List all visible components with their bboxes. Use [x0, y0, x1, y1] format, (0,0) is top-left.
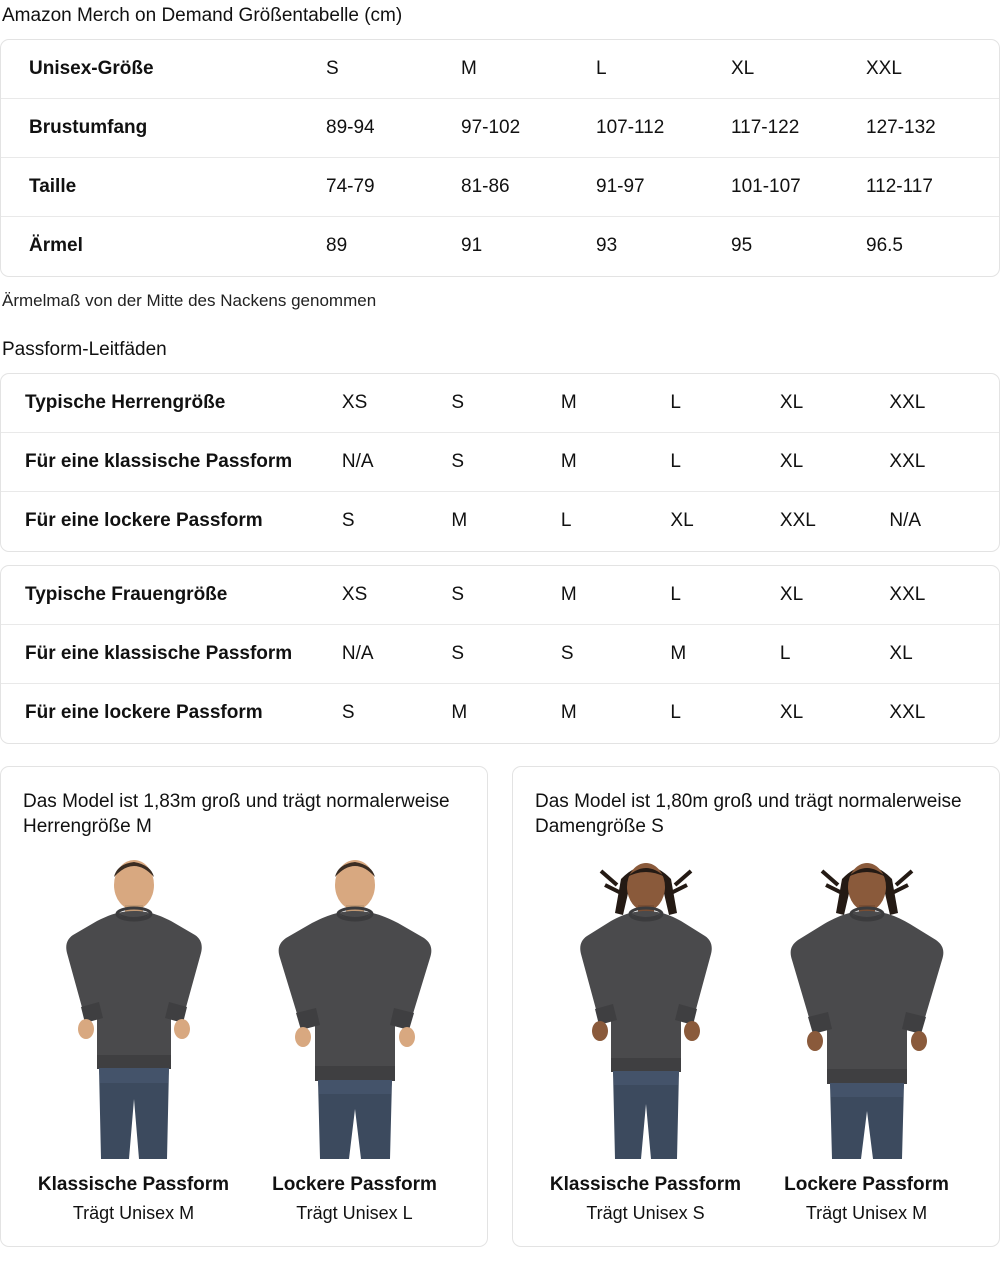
female-relaxed-fit-image [772, 859, 962, 1159]
model-cards [0, 766, 1000, 1247]
cell-waist-l: 91-97 [596, 158, 731, 217]
male-model-description: Das Model ist 1,83m groß und trägt normalerweise Herrengröße M [23, 790, 450, 837]
cell-womens-typical-4: L [670, 583, 681, 605]
female-relaxed-caption-sub: Trägt Unisex M [805, 1203, 928, 1224]
cell-mens-relaxed-3: L [561, 492, 671, 551]
cell-chest-xxl: 127-132 [866, 99, 1000, 158]
female-classic-fit-figure [551, 859, 741, 1159]
cell-womens-classic-2: S [451, 625, 561, 684]
row-label-mens-classic-fit: Für eine klassische Passform [1, 433, 342, 492]
cell-waist-xxl: 112-117 [866, 158, 1000, 217]
page-title: Amazon Merch on Demand Größentabelle (cm) [2, 5, 403, 26]
male-relaxed-fit-image [260, 859, 450, 1159]
cell-sleeve-s: 89 [326, 217, 461, 276]
male-relaxed-fit-figure [260, 859, 450, 1159]
female-relaxed-caption-title: Lockere Passform [784, 1173, 949, 1195]
table-row [1, 566, 999, 625]
female-classic-caption-title: Klassische Passform [549, 1173, 742, 1195]
cell-chest-m: 97-102 [461, 99, 596, 158]
male-classic-fit-image [39, 859, 229, 1159]
cell-mens-relaxed-2: M [451, 492, 561, 551]
table-row [1, 684, 999, 743]
cell-womens-typical-6: XXL [889, 583, 926, 605]
male-relaxed-caption-title: Lockere Passform [272, 1173, 437, 1195]
mens-fit-table-wrapper [0, 373, 1000, 552]
female-classic-fit-image [551, 859, 741, 1159]
male-classic-caption [23, 1171, 244, 1228]
cell-womens-classic-1: N/A [342, 625, 452, 684]
cell-mens-classic-4: L [670, 433, 780, 492]
cell-womens-typical-1: XS [341, 583, 368, 605]
table-row [1, 374, 999, 433]
row-label-chest: Brustumfang [1, 99, 326, 158]
table-row-header [1, 40, 1000, 99]
cell-womens-classic-4: M [670, 625, 780, 684]
column-header-s: S [326, 57, 339, 79]
cell-womens-classic-5: L [780, 625, 890, 684]
table-row [1, 217, 1000, 276]
cell-mens-typical-5: XL [779, 391, 804, 413]
cell-womens-relaxed-1: S [342, 684, 452, 743]
table-row [1, 99, 1000, 158]
cell-womens-relaxed-3: M [561, 684, 671, 743]
male-classic-caption-title: Klassische Passform [37, 1173, 230, 1195]
cell-mens-relaxed-6: N/A [889, 492, 999, 551]
male-relaxed-caption [244, 1171, 465, 1228]
male-relaxed-caption-sub: Trägt Unisex L [296, 1203, 413, 1224]
female-relaxed-fit-figure [772, 859, 962, 1159]
female-model-card [512, 766, 1000, 1247]
cell-mens-typical-2: S [451, 391, 465, 413]
female-figures [535, 859, 977, 1159]
cell-mens-classic-6: XXL [889, 433, 999, 492]
cell-womens-relaxed-2: M [451, 684, 561, 743]
measurement-table-wrapper [0, 39, 1000, 277]
measurement-table [1, 40, 1000, 276]
male-classic-fit-figure [39, 859, 229, 1159]
cell-mens-classic-5: XL [780, 433, 890, 492]
table-row [1, 625, 999, 684]
sleeve-note: Ärmelmaß von der Mitte des Nackens genommen [2, 290, 377, 310]
table-row [1, 433, 999, 492]
male-figures [23, 859, 465, 1159]
column-header-m: M [461, 57, 477, 79]
cell-mens-typical-3: M [560, 391, 577, 413]
row-label-womens-relaxed-fit: Für eine lockere Passform [1, 684, 342, 743]
cell-mens-relaxed-1: S [342, 492, 452, 551]
cell-womens-typical-5: XL [779, 583, 804, 605]
cell-chest-s: 89-94 [326, 99, 461, 158]
cell-waist-s: 74-79 [326, 158, 461, 217]
row-label-mens-relaxed-fit: Für eine lockere Passform [1, 492, 342, 551]
female-relaxed-caption [756, 1171, 977, 1228]
cell-mens-relaxed-5: XXL [780, 492, 890, 551]
column-header-l: L [596, 57, 607, 79]
male-model-card [0, 766, 488, 1247]
cell-womens-typical-3: M [560, 583, 577, 605]
cell-mens-typical-6: XXL [889, 391, 926, 413]
cell-chest-xl: 117-122 [731, 99, 866, 158]
fit-guides-title: Passform-Leitfäden [2, 338, 167, 360]
cell-sleeve-xl: 95 [731, 217, 866, 276]
male-classic-caption-sub: Trägt Unisex M [72, 1203, 195, 1224]
table-spacer [0, 552, 1000, 565]
cell-mens-classic-3: M [561, 433, 671, 492]
table-row [1, 492, 999, 551]
column-header-xl: XL [731, 57, 755, 79]
cell-chest-l: 107-112 [596, 99, 731, 158]
cell-womens-classic-3: S [561, 625, 671, 684]
row-label-womens-classic-fit: Für eine klassische Passform [1, 625, 342, 684]
cell-sleeve-xxl: 96.5 [866, 217, 1000, 276]
cell-mens-classic-2: S [451, 433, 561, 492]
mens-fit-table [1, 374, 999, 551]
cell-womens-relaxed-4: L [670, 684, 780, 743]
row-label-waist: Taille [1, 158, 326, 217]
male-captions [23, 1171, 465, 1228]
cell-mens-classic-1: N/A [342, 433, 452, 492]
cell-sleeve-m: 91 [461, 217, 596, 276]
cell-womens-classic-6: XL [889, 625, 999, 684]
female-classic-caption-sub: Trägt Unisex S [586, 1203, 705, 1224]
column-header-xxl: XXL [866, 57, 902, 79]
cell-mens-relaxed-4: XL [670, 492, 780, 551]
row-label-typical-womens-size: Typische Frauengröße [25, 583, 228, 605]
womens-fit-table [1, 566, 999, 743]
cell-womens-relaxed-6: XXL [889, 684, 999, 743]
female-classic-caption [535, 1171, 756, 1228]
cell-womens-typical-2: S [451, 583, 465, 605]
cell-womens-relaxed-5: XL [780, 684, 890, 743]
cell-sleeve-l: 93 [596, 217, 731, 276]
cell-waist-xl: 101-107 [731, 158, 866, 217]
column-header-size: Unisex-Größe [29, 57, 154, 79]
female-captions [535, 1171, 977, 1228]
female-model-description: Das Model ist 1,80m groß und trägt normalerweise Damengröße S [535, 790, 962, 837]
row-label-typical-mens-size: Typische Herrengröße [25, 391, 226, 413]
row-label-sleeve: Ärmel [1, 217, 326, 276]
table-row [1, 158, 1000, 217]
womens-fit-table-wrapper [0, 565, 1000, 744]
cell-mens-typical-1: XS [341, 391, 368, 413]
cell-mens-typical-4: L [670, 391, 681, 413]
cell-waist-m: 81-86 [461, 158, 596, 217]
